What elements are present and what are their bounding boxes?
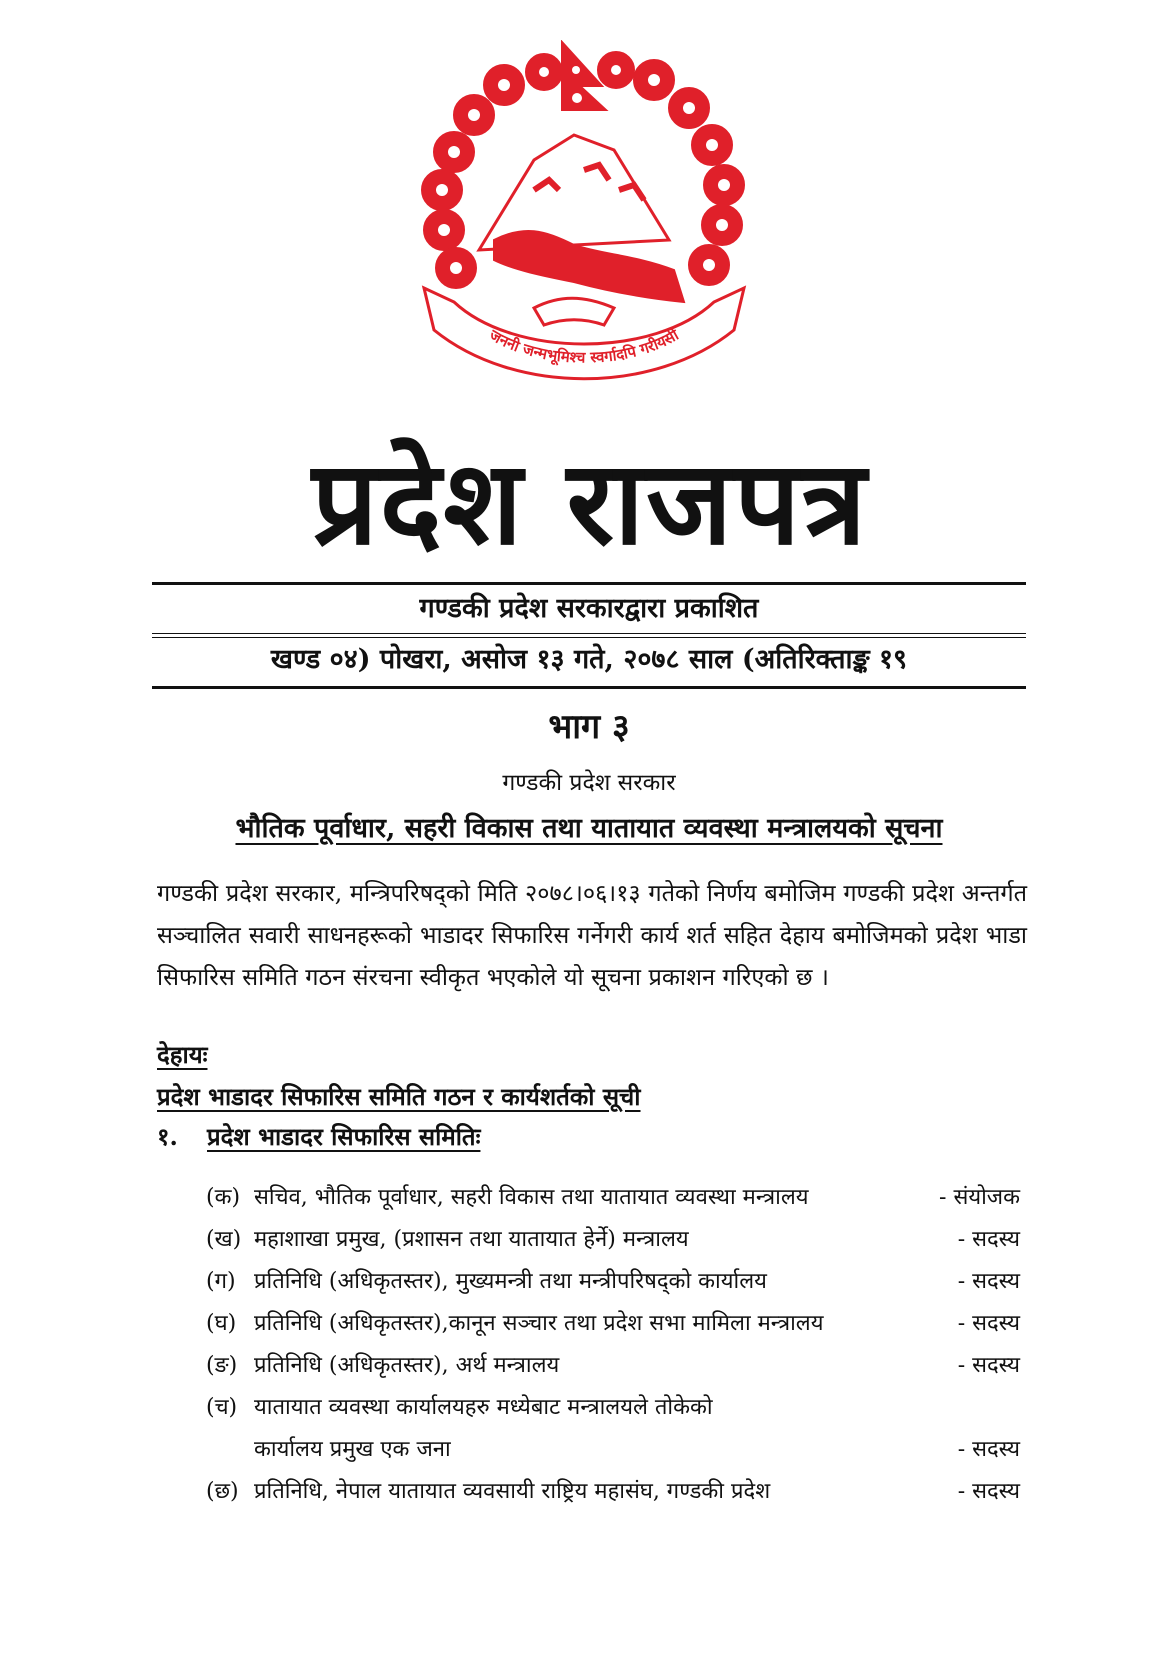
- publisher-line: गण्डकी प्रदेश सरकारद्वारा प्रकाशित: [419, 593, 759, 624]
- member-text: प्रतिनिधि (अधिकृतस्तर),कानून सञ्चार तथा प्रदेश सभा मामिला मन्त्रालय: [254, 1311, 824, 1336]
- member-role: - सदस्य: [957, 1353, 1020, 1378]
- member-text: यातायात व्यवस्था कार्यालयहरु मध्येबाट मन्त्रालयले तोकेको: [254, 1395, 713, 1420]
- member-label: (ङ): [206, 1353, 238, 1378]
- list-item: [206, 1219, 1028, 1261]
- section-1-number: १.: [157, 1122, 178, 1151]
- list-item: [206, 1177, 1028, 1219]
- masthead-title: प्रदेश राजपत्र: [311, 435, 869, 571]
- member-text-continued: कार्यालय प्रमुख एक जना: [254, 1437, 451, 1462]
- section-1-title: प्रदेश भाडादर सिफारिस समितिः: [207, 1122, 481, 1151]
- member-label: (छ): [206, 1479, 239, 1504]
- bottom-rule: [152, 686, 1026, 689]
- section-1-heading: [157, 1120, 480, 1153]
- member-text: सचिव, भौतिक पूर्वाधार, सहरी विकास तथा यातायात व्यवस्था मन्त्रालय: [254, 1185, 809, 1210]
- list-item: [206, 1387, 1028, 1471]
- member-label: (ग): [206, 1269, 236, 1294]
- list-heading: प्रदेश भाडादर सिफारिस समिति गठन र कार्यशर्तको सूची: [157, 1082, 641, 1111]
- member-text: प्रतिनिधि (अधिकृतस्तर), अर्थ मन्त्रालय: [254, 1353, 560, 1378]
- double-rule-upper: [152, 633, 1026, 634]
- member-text: प्रतिनिधि, नेपाल यातायात व्यवसायी राष्ट्रिय महासंघ, गण्डकी प्रदेश: [254, 1479, 771, 1504]
- coat-of-arms-icon: [384, 40, 784, 420]
- coat-of-arms: [384, 40, 784, 420]
- member-role: - संयोजक: [939, 1185, 1020, 1210]
- member-text: प्रतिनिधि (अधिकृतस्तर), मुख्यमन्त्री तथा मन्त्रीपरिषद्को कार्यालय: [254, 1269, 767, 1294]
- government-label: गण्डकी प्रदेश सरकार: [502, 770, 676, 796]
- list-item: [206, 1471, 1028, 1513]
- committee-member-list: [206, 1177, 1028, 1513]
- member-role: - सदस्य: [957, 1437, 1020, 1462]
- member-text: महाशाखा प्रमुख, (प्रशासन तथा यातायात हेर्ने) मन्त्रालय: [254, 1227, 689, 1252]
- member-label: (च): [206, 1395, 238, 1420]
- member-role: - सदस्य: [957, 1269, 1020, 1294]
- motto-text: जननी जन्मभूमिश्च स्वर्गादपि गरीयसी: [486, 325, 682, 367]
- member-label: (घ): [206, 1311, 237, 1336]
- member-label: (ख): [206, 1227, 242, 1252]
- issue-line: खण्ड ०४) पोखरा, असोज १३ गते, २०७८ साल (अतिरिक्ताङ्क १९: [270, 644, 908, 675]
- member-role: - सदस्य: [957, 1227, 1020, 1252]
- part-label: भाग ३: [548, 707, 630, 747]
- handshake-icon: [534, 298, 614, 325]
- dehay-heading: देहायः: [157, 1040, 208, 1069]
- top-rule: [152, 582, 1026, 585]
- member-role: - सदस्य: [957, 1311, 1020, 1336]
- member-label: (क): [206, 1185, 241, 1210]
- list-item: [206, 1345, 1028, 1387]
- list-item: [206, 1261, 1028, 1303]
- notice-title: भौतिक पूर्वाधार, सहरी विकास तथा यातायात व्यवस्था मन्त्रालयको सूचना: [235, 813, 943, 844]
- list-item: [206, 1303, 1028, 1345]
- notice-body: गण्डकी प्रदेश सरकार, मन्त्रिपरिषद्को मिति २०७८।०६।१३ गतेको निर्णय बमोजिम गण्डकी प्रदेश अन्तर्गत सञ्चालित सवारी साधनहरूको भाडादर सिफारिस गर्नेगरी कार्य शर्त सहित देहाय बमोजिमको प्रदेश भाडा सिफारिस समिति गठन संरचना स्वीकृत भएकोले यो सूचना प्रकाशन गरिएको छ ।: [157, 879, 1027, 991]
- double-rule-lower: [152, 637, 1026, 638]
- mountain-icon: [479, 135, 669, 250]
- member-role: - सदस्य: [957, 1479, 1020, 1504]
